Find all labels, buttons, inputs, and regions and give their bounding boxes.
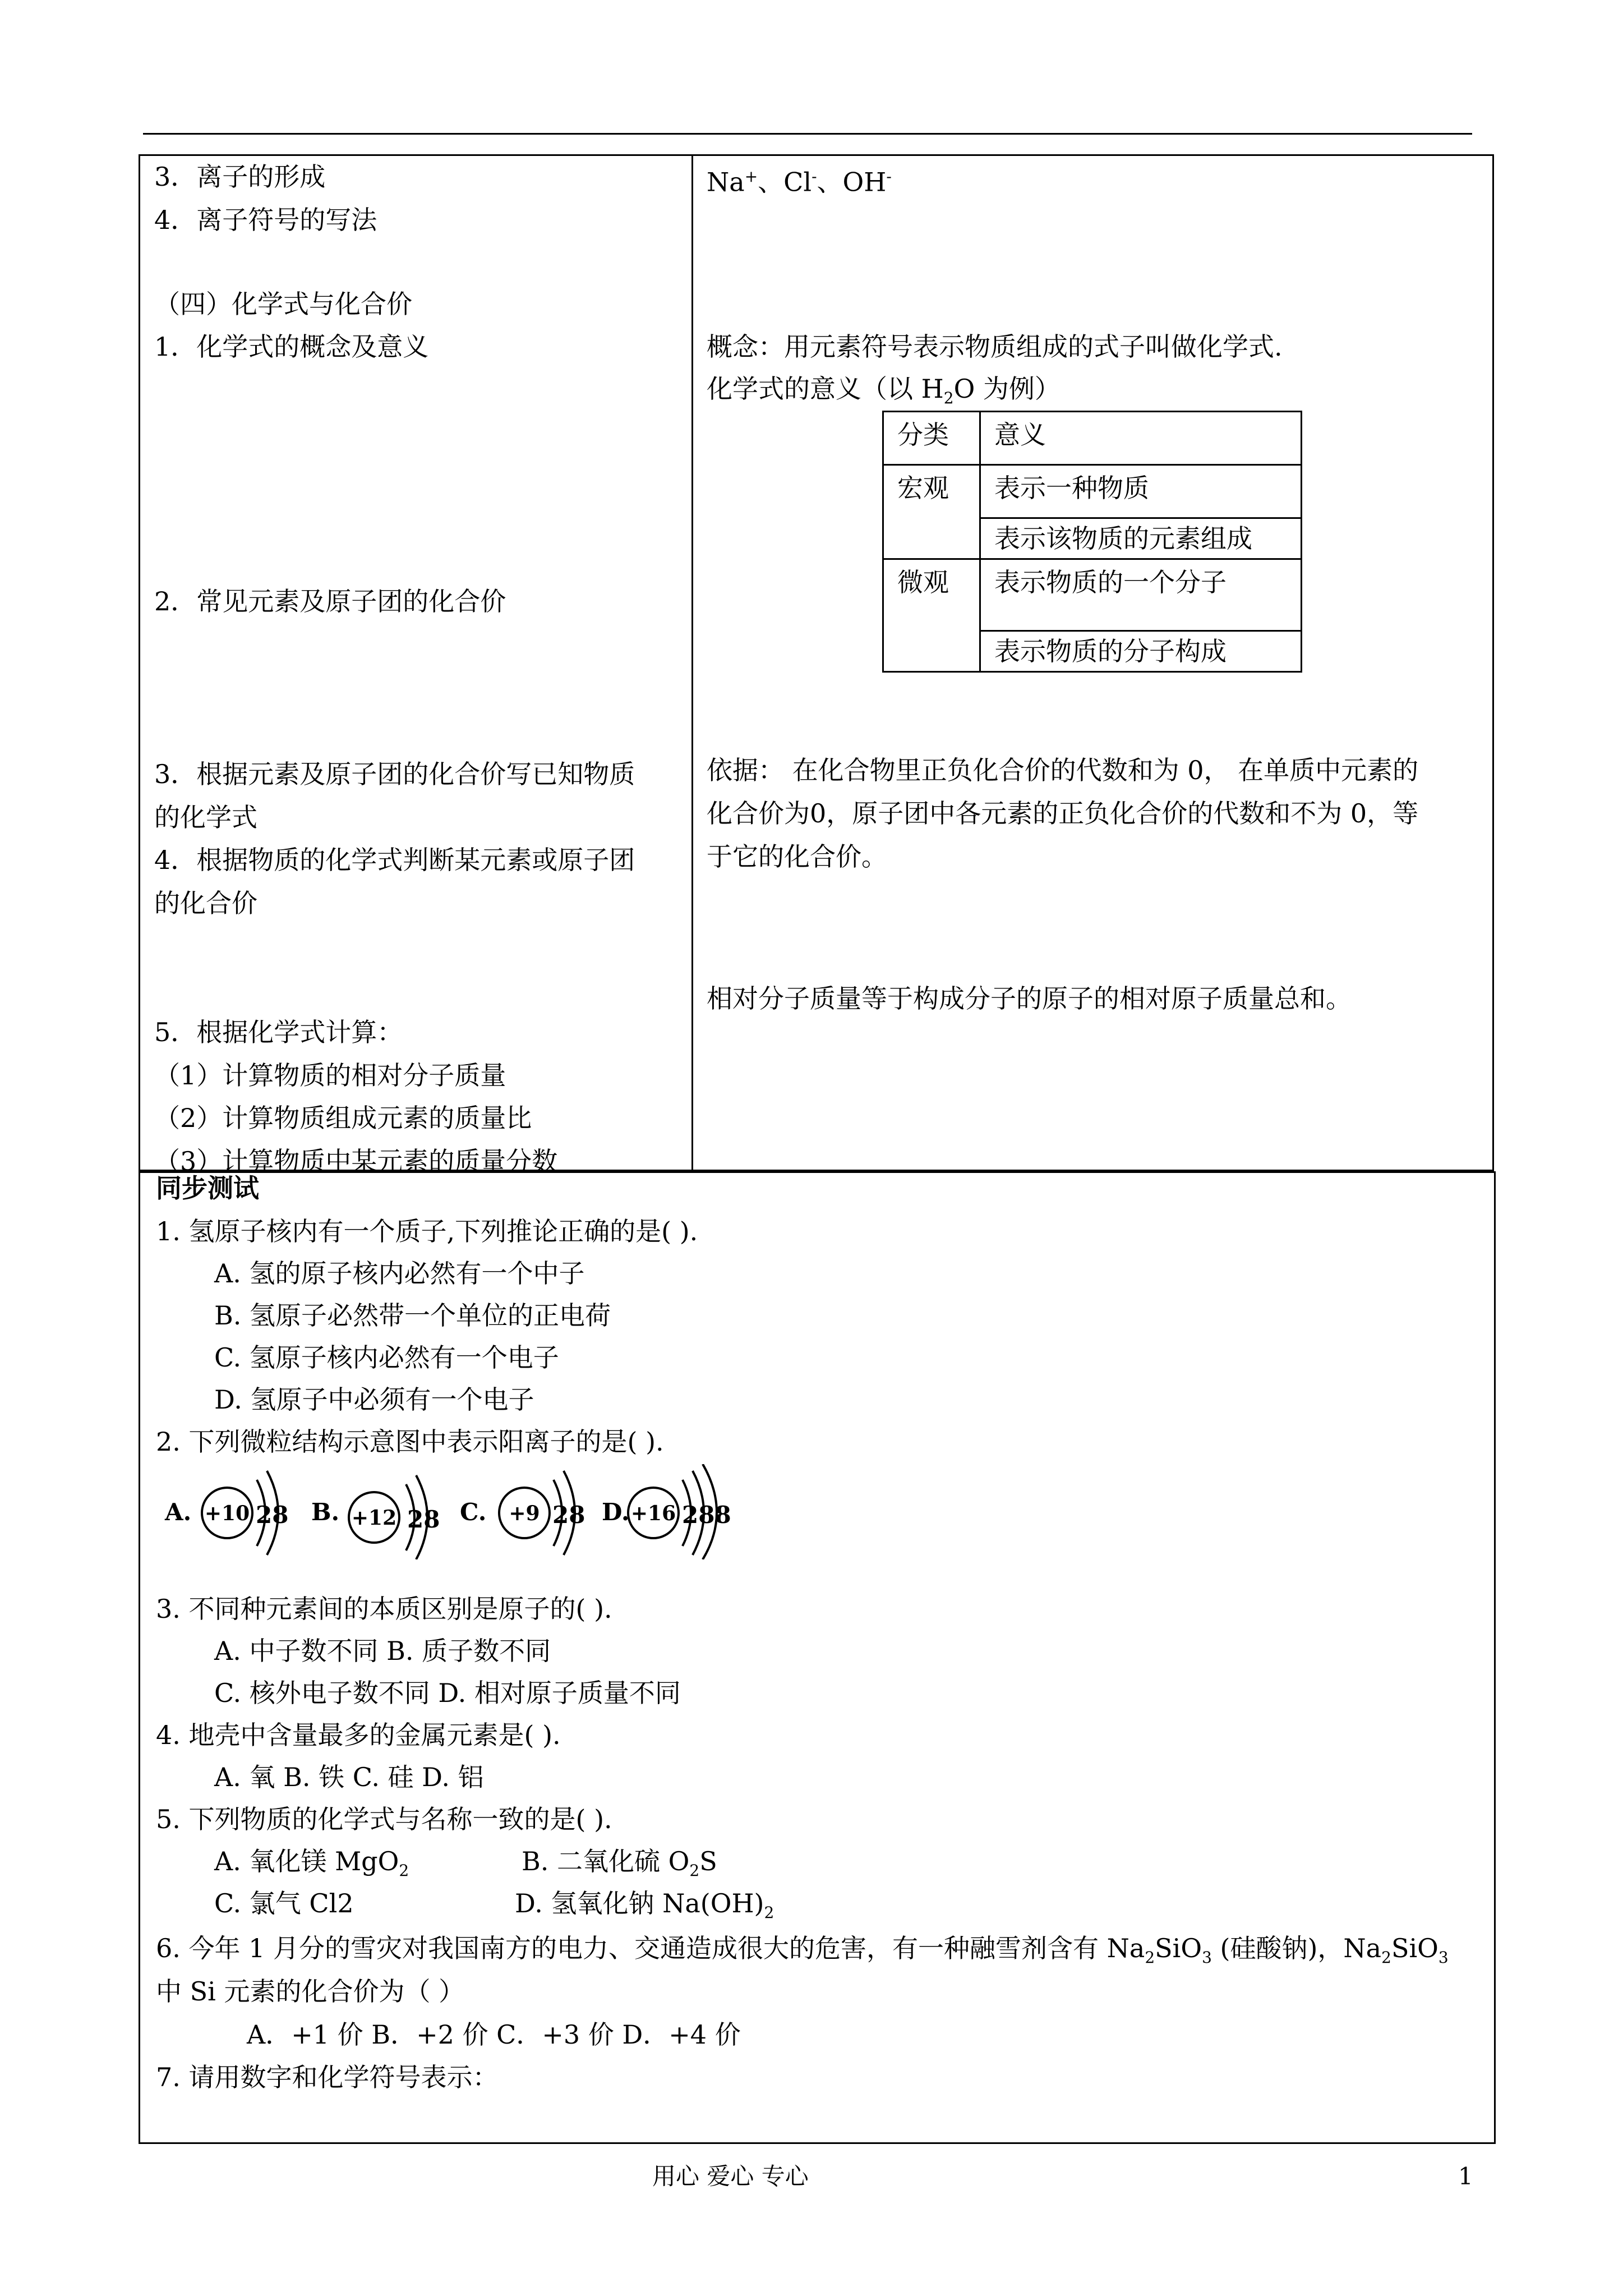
page-number: 1 [1458, 2162, 1473, 2190]
table-header-meaning: 意义 [980, 412, 1302, 465]
left-line-9: 的化合价 [154, 888, 257, 918]
left-line-4: 1．化学式的概念及意义 [154, 332, 429, 362]
question-1: 1. 氢原子核内有一个质子,下列推论正确的是( ). [156, 1216, 698, 1246]
question-4: 4. 地壳中含量最多的金属元素是( ). [156, 1720, 561, 1750]
left-line-2: 4．离子符号的写法 [154, 205, 377, 235]
atom-structure-diagrams [157, 1464, 774, 1559]
valence-basis-line-3: 于它的化合价。 [707, 841, 887, 872]
atom-d-label: D. [602, 1498, 630, 1526]
column-divider [691, 154, 693, 1171]
atom-b-electrons: 28 [407, 1506, 440, 1533]
table-cell-macro-1: 表示一种物质 [980, 465, 1302, 518]
left-line-8: 4．根据物质的化学式判断某元素或原子团 [154, 845, 635, 875]
table-cell-micro-1: 表示物质的一个分子 [980, 559, 1302, 631]
left-line-11: （1）计算物质的相对分子质量 [154, 1060, 506, 1091]
table-header-category: 分类 [883, 412, 980, 465]
q5-option-d: D. 氢氧化钠 $Na(OH)_2$ [515, 1888, 774, 1922]
meaning-table [882, 411, 1302, 673]
atom-b-label: B. [311, 1498, 340, 1526]
q3-options-cd: C. 核外电子数不同 D. 相对原子质量不同 [214, 1678, 681, 1708]
table-cell-micro: 微观 [883, 559, 980, 672]
relative-mass-note: 相对分子质量等于构成分子的原子的相对原子质量总和。 [707, 983, 1352, 1014]
table-cell-macro: 宏观 [883, 465, 980, 559]
left-line-6: 3．根据元素及原子团的化合价写已知物质 [154, 759, 635, 789]
q5-option-c: C. 氯气 Cl2 [214, 1888, 354, 1918]
atom-a-nucleus: +10 [204, 1502, 250, 1525]
left-line-5: 2．常见元素及原子团的化合价 [154, 586, 506, 616]
q1-option-d: D. 氢原子中必须有一个电子 [214, 1384, 534, 1415]
test-title: 同步测试 [156, 1173, 259, 1203]
q5-option-b: B. 二氧化硫 $O_2S$ [522, 1846, 717, 1880]
q3-options-ab: A. 中子数不同 B. 质子数不同 [214, 1636, 551, 1666]
q6-options: A．+1 价 B．+2 价 C．+3 价 D．+4 价 [247, 2019, 741, 2050]
q4-options: A. 氧 B. 铁 C. 硅 D. 铝 [214, 1762, 484, 1792]
atom-a-electrons: 28 [256, 1501, 289, 1529]
left-line-13: （3）计算物质中某元素的质量分数 [154, 1146, 558, 1176]
left-line-3: （四）化学式与化合价 [154, 289, 412, 319]
left-line-12: （2）计算物质组成元素的质量比 [154, 1103, 532, 1133]
formula-meaning-heading: 化学式的意义（以 $H_2O$ 为例） [707, 374, 1061, 408]
q1-option-b: B. 氢原子必然带一个单位的正电荷 [214, 1300, 611, 1331]
table-cell-macro-2: 表示该物质的元素组成 [980, 518, 1302, 559]
atom-c-label: C. [460, 1498, 487, 1526]
q5-option-a: A. 氧化镁 MgO$_2$ [214, 1846, 409, 1880]
q1-option-a: A. 氢的原子核内必然有一个中子 [214, 1258, 585, 1289]
ion-symbols: Na+、Cl-、OH- [707, 167, 892, 197]
question-5: 5. 下列物质的化学式与名称一致的是( ). [156, 1804, 612, 1834]
valence-basis-line-2: 化合价为0，原子团中各元素的正负化合价的代数和不为 0，等 [707, 798, 1419, 829]
atom-a-label: A. [165, 1498, 192, 1526]
question-3: 3. 不同种元素间的本质区别是原子的( ). [156, 1594, 612, 1624]
question-6-line-1: 6. 今年 1 月分的雪灾对我国南方的电力、交通造成很大的危害，有一种融雪剂含有 $Na_2SiO_3$ (硅酸钠)，$Na_2SiO_3$ [156, 1933, 1449, 1967]
question-7: 7. 请用数字和化学符号表示： [156, 2062, 499, 2092]
question-6-line-2: 中 Si 元素的化合价为（ ） [156, 1976, 465, 2007]
header-rule [143, 133, 1472, 135]
formula-concept: 概念：用元素符号表示物质组成的式子叫做化学式. [707, 332, 1283, 362]
atom-c-nucleus: +9 [509, 1502, 540, 1525]
left-line-10: 5．根据化学式计算： [154, 1017, 403, 1047]
left-line-7: 的化学式 [154, 802, 257, 832]
valence-basis-line-1: 依据： 在化合物里正负化合价的代数和为 0， 在单质中元素的 [707, 755, 1419, 785]
question-2: 2. 下列微粒结构示意图中表示阳离子的是( ). [156, 1427, 664, 1457]
q1-option-c: C. 氢原子核内必然有一个电子 [214, 1342, 559, 1373]
atom-b-nucleus: +12 [351, 1506, 397, 1530]
footer-motto: 用心 爱心 专心 [652, 2162, 809, 2190]
atom-d-nucleus: +16 [630, 1502, 676, 1525]
table-cell-micro-2: 表示物质的分子构成 [980, 631, 1302, 672]
atom-c-electrons: 28 [552, 1501, 585, 1529]
atom-d-electrons: 288 [682, 1501, 731, 1529]
left-line-1: 3．离子的形成 [154, 162, 326, 192]
